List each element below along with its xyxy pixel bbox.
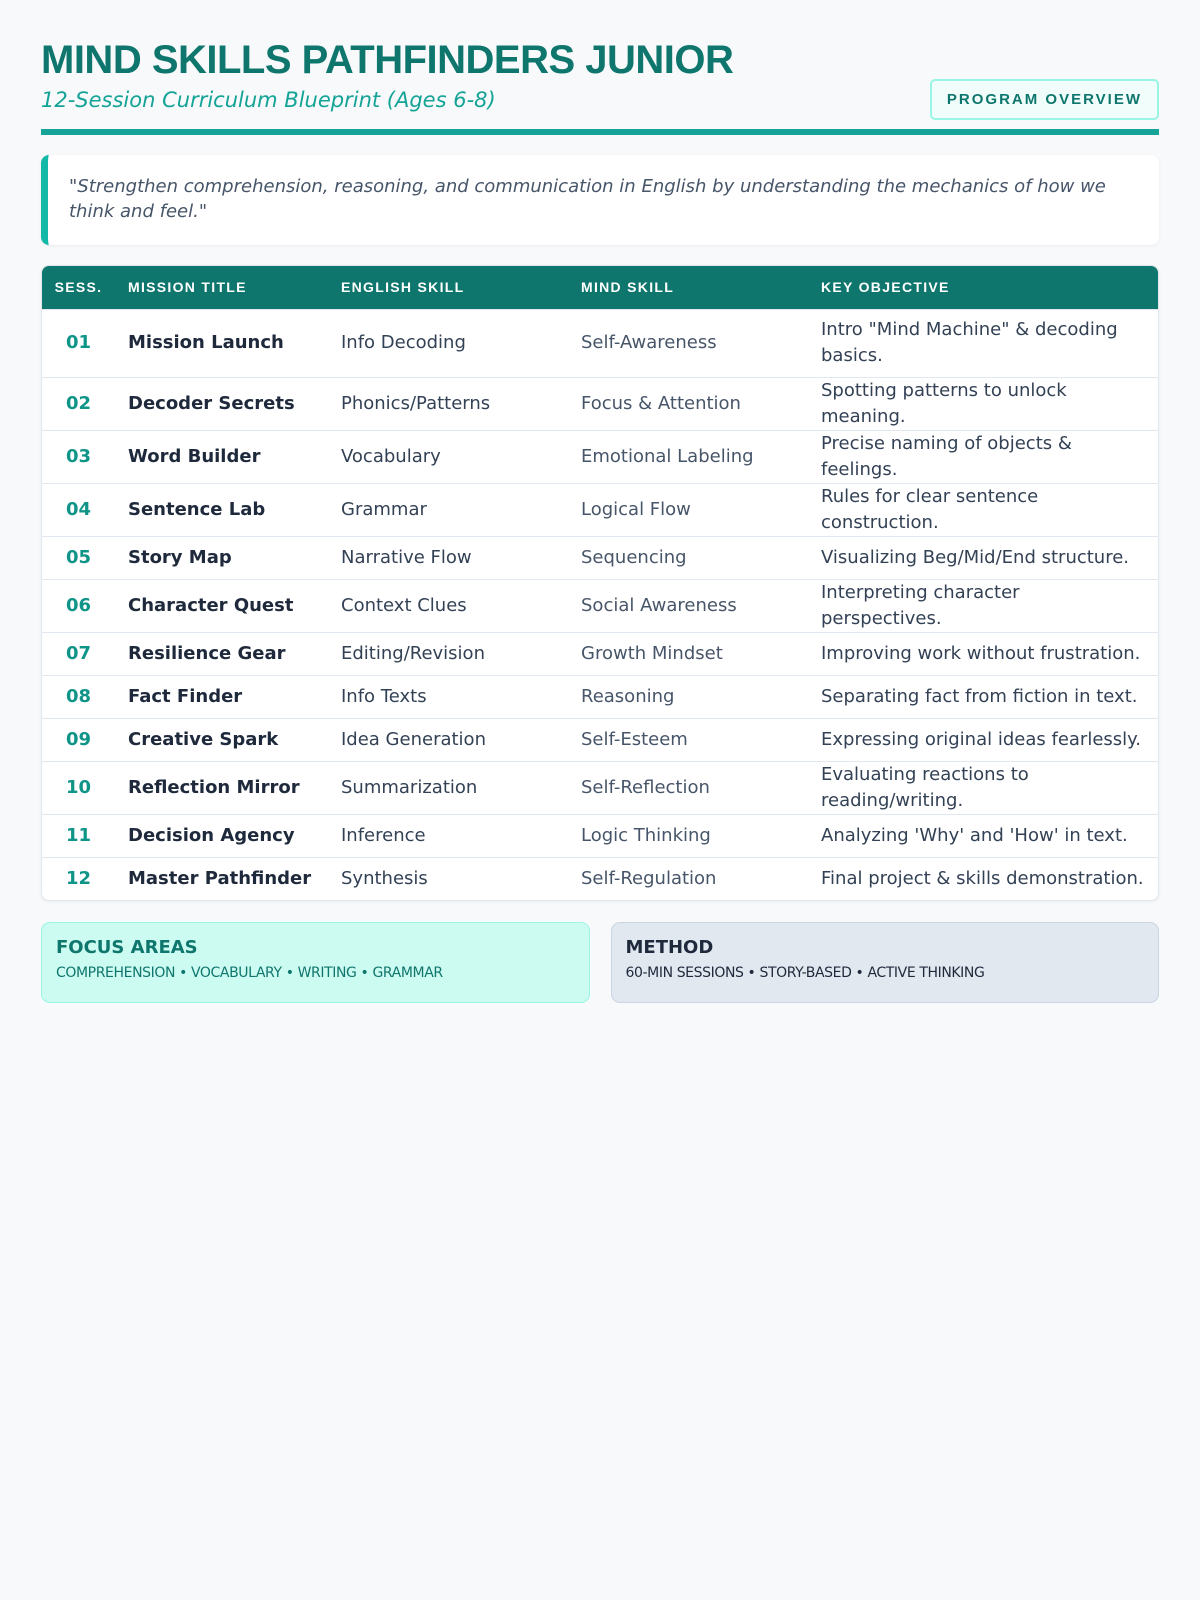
mission-title: Creative Spark [128, 728, 279, 750]
key-objective: Interpreting character perspectives. [821, 581, 1020, 629]
mind-skill: Social Awareness [581, 594, 737, 616]
curriculum-table [42, 266, 1158, 900]
method-title: METHOD [625, 937, 714, 958]
method-list: 60-MIN SESSIONS • STORY-BASED • ACTIVE THINKING [625, 965, 985, 981]
key-objective: Intro "Mind Machine" & decoding basics. [821, 319, 1118, 366]
key-objective: Final project & skills demonstration. [821, 867, 1144, 889]
session-number: 02 [65, 392, 92, 414]
english-skill: Synthesis [341, 867, 428, 889]
english-skill: Grammar [341, 498, 427, 520]
mission-title: Story Map [128, 546, 232, 568]
session-number: 08 [65, 685, 92, 707]
english-skill: Idea Generation [341, 728, 486, 750]
mind-skill: Growth Mindset [581, 642, 723, 664]
mission-title: Character Quest [128, 594, 294, 616]
session-number: 06 [65, 594, 92, 616]
mission-title: Word Builder [128, 445, 261, 467]
table-row [42, 309, 1158, 377]
mind-skill: Self-Regulation [581, 867, 717, 889]
session-number: 05 [65, 546, 92, 568]
mission-title: Mission Launch [128, 332, 284, 353]
table-row [42, 377, 1158, 430]
header-english-skill: ENGLISH SKILL [341, 279, 465, 296]
table-row [42, 675, 1158, 718]
english-skill: Phonics/Patterns [341, 392, 491, 414]
method-card [611, 922, 1160, 1003]
english-skill: Info Decoding [341, 332, 466, 353]
focus-areas-list: COMPREHENSION • VOCABULARY • WRITING • GRAMMAR [56, 965, 443, 981]
key-objective: Analyzing 'Why' and 'How' in text. [821, 824, 1128, 846]
mind-skill: Sequencing [581, 546, 687, 568]
session-number: 09 [65, 728, 92, 750]
key-objective: Expressing original ideas fearlessly. [821, 728, 1141, 750]
header-mission-title: MISSION TITLE [128, 279, 247, 296]
header-key-objective: KEY OBJECTIVE [821, 279, 950, 296]
mission-title: Fact Finder [128, 685, 243, 707]
session-number: 11 [65, 824, 92, 846]
session-number: 12 [65, 867, 92, 889]
english-skill: Summarization [341, 776, 478, 798]
summary-row [41, 922, 1159, 1003]
english-skill: Inference [341, 824, 426, 846]
key-objective: Improving work without frustration. [821, 642, 1141, 664]
english-skill: Narrative Flow [341, 546, 472, 568]
mind-skill: Self-Reflection [581, 776, 710, 798]
session-number: 10 [65, 776, 92, 798]
key-objective: Precise naming of objects & feelings. [821, 432, 1072, 480]
english-skill: Editing/Revision [341, 642, 485, 664]
english-skill: Info Texts [341, 685, 427, 707]
mission-title: Resilience Gear [128, 642, 286, 664]
curriculum-table-card [41, 265, 1159, 901]
key-objective: Rules for clear sentence construction. [821, 485, 1039, 533]
mind-skill: Logic Thinking [581, 824, 711, 846]
key-objective: Visualizing Beg/Mid/End structure. [821, 546, 1130, 568]
mission-title: Decoder Secrets [128, 392, 295, 414]
session-number: 04 [65, 498, 92, 520]
session-number: 07 [65, 642, 92, 664]
table-row [42, 761, 1158, 814]
mind-skill: Self-Awareness [581, 332, 717, 353]
header-mind-skill: MIND SKILL [581, 279, 675, 296]
table-header-row [42, 266, 1158, 309]
table-row [42, 718, 1158, 761]
session-number: 03 [65, 445, 92, 467]
mission-quote-card [41, 155, 1159, 245]
mission-title: Decision Agency [128, 824, 295, 846]
mission-quote: "Strengthen comprehension, reasoning, and communication in English by understanding the mechanics of how we think and feel." [69, 176, 1106, 222]
key-objective: Separating fact from fiction in text. [821, 685, 1138, 707]
table-row [42, 430, 1158, 483]
mission-title: Reflection Mirror [128, 776, 300, 798]
key-objective: Spotting patterns to unlock meaning. [821, 379, 1067, 427]
mind-skill: Self-Esteem [581, 728, 688, 750]
table-row [42, 857, 1158, 900]
mind-skill: Reasoning [581, 685, 675, 707]
mind-skill: Focus & Attention [581, 392, 741, 414]
header-session: SESS. [54, 279, 103, 296]
table-row [42, 536, 1158, 579]
mind-skill: Logical Flow [581, 498, 691, 520]
mind-skill: Emotional Labeling [581, 445, 754, 467]
table-row [42, 579, 1158, 632]
program-overview-badge: PROGRAM OVERVIEW [930, 79, 1159, 120]
page-subtitle: 12-Session Curriculum Blueprint (Ages 6-8) [41, 88, 496, 112]
session-number: 01 [65, 332, 92, 353]
table-row [42, 814, 1158, 857]
table-row [42, 483, 1158, 536]
page-header [41, 0, 1159, 135]
key-objective: Evaluating reactions to reading/writing. [821, 763, 1029, 811]
english-skill: Context Clues [341, 594, 467, 616]
focus-areas-card [41, 922, 590, 1003]
mission-title: Sentence Lab [128, 498, 266, 520]
page-title: MIND SKILLS PATHFINDERS JUNIOR [41, 38, 734, 82]
english-skill: Vocabulary [341, 445, 441, 467]
table-row [42, 632, 1158, 675]
focus-areas-title: FOCUS AREAS [56, 937, 198, 958]
mission-title: Master Pathfinder [128, 867, 312, 889]
